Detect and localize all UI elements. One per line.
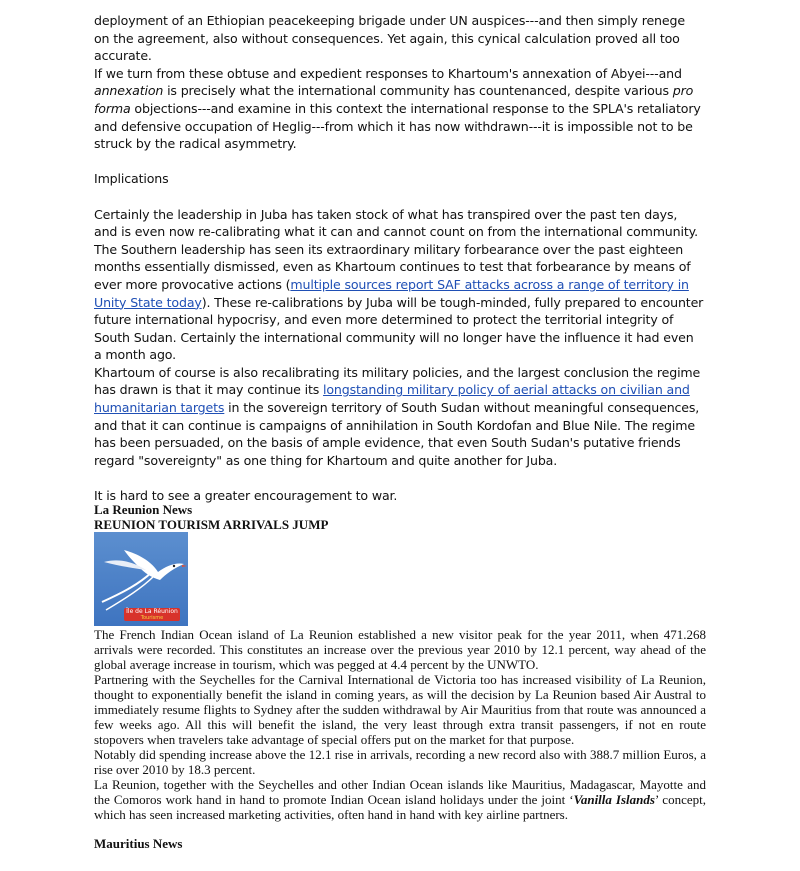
paragraph-deployment: [94, 12, 704, 65]
paragraph-text: deployment of an Ethiopian peacekeeping brigade under UN auspices---and then simply renege on the agreement, also without consequences. Yet again, this cynical calculation proved all too accurate.: [94, 13, 685, 64]
paragraph-spending: Notably did spending increase above the 12.1 rise in arrivals, recording a new record also with 388.7 million Euros, a rise over 2010 by 18.3 percent.: [94, 747, 706, 777]
logo-subtext: Tourisme: [140, 615, 164, 621]
heading-text: Implications: [94, 171, 169, 187]
paragraph-text: Certainly the leadership in Juba has taken stock of what has transpired over the past ten days, and is even now re-calibrating what it can and cannot count on from the international community. The Southern leadership has seen its extraordinary military forbearance over the past eighteen months essentially dismissed, even as Khartoum continues to test that forbearance by means of ever more provocative actions (: [94, 206, 698, 292]
section-title-reunion: La Reunion News: [94, 502, 193, 517]
paragraph-carnival: Partnering with the Seychelles for the Carnival International de Victoria too has increased visibility of La Reunion, thought to exponentially benefit the island in coming years, as will the decision by La Reunion based Air Austral to immediately resume flights to Sydney after the sudden withdrawal by Air Mauritius from that route was announced a few weeks ago. All this will benefit the island, the very least through extra transit passengers, if not en route stopovers when travelers take advantage of special offers put on the market for that purpose.: [94, 672, 706, 747]
reunion-header: [94, 502, 706, 532]
paragraph-annexation: [94, 65, 704, 153]
paragraph-text: objections---and examine in this context the international response to the SPLA's retaliatory and defensive occupation of Heglig---from which it has now withdrawn---it is impossible not to be struck by the radical asymmetry.: [94, 100, 701, 152]
blank-line: [94, 188, 704, 206]
headline-reunion: REUNION TOURISM ARRIVALS JUMP: [94, 517, 329, 532]
link-aerial-attacks[interactable]: longstanding military policy of aerial attacks on civilian and humanitarian targets: [94, 382, 690, 416]
paragraph-text: Khartoum of course is also recalibrating its military policies, and the largest conclusion the regime has drawn is that it may continue its: [94, 364, 701, 398]
mauritius-header: [94, 836, 706, 851]
reunion-tourism-logo: [94, 532, 188, 626]
blank-line: [94, 469, 704, 487]
emphasis-annexation: annexation: [94, 83, 164, 99]
paragraph-text: in the sovereign territory of South Sudan without meaningful consequences, and that it can continue is campaigns of annihilation in South Kordofan and Blue Nile. The regime has been persuaded, on the basis of ample evidence, that even South Sudan's putative friends regard "sovereignty" as one thing for Khartoum and quite another for Juba.: [94, 400, 700, 468]
paragraph-text: It is hard to see a greater encouragement to war.: [94, 488, 398, 504]
paragraph-arrivals: The French Indian Ocean island of La Reunion established a new visitor peak for the year 2011, when 471.268 arrivals were recorded. This constitutes an increase over the previous year 2010 by 12.1 percent, way ahead of the global average increase in tourism, which was pegged at 4.4 percent by the UNWTO.: [94, 627, 706, 672]
paragraph-text: is precisely what the international community has countenanced, despite various: [163, 83, 673, 99]
link-saf-attacks[interactable]: multiple sources report SAF attacks across a range of territory in Unity State today: [94, 276, 689, 310]
paragraph-text: ’ concept, which has seen increased marketing activities, often hand in hand with key airline partners.: [94, 792, 706, 822]
logo-text: Île de La Réunion: [126, 608, 178, 615]
article-body: [94, 12, 704, 505]
paragraph-vanilla-islands: [94, 777, 706, 822]
section-title-mauritius: Mauritius News: [94, 836, 183, 851]
blank-line: [94, 153, 704, 171]
reunion-body: [94, 627, 706, 822]
paragraph-text: La Reunion, together with the Seychelles and other Indian Ocean islands like Mauritius, Madagascar, Mayotte and the Comoros work hand in hand to promote Indian Ocean island holidays under the joint ‘: [94, 777, 706, 807]
paragraph-text: ). These re-calibrations by Juba will be tough-minded, fully prepared to encounter future international hypocrisy, and even more determined to protect the territorial integrity of South Sudan. Certainly the international community will no longer have the influence it had even a month ago.: [94, 294, 704, 363]
logo-badge: [124, 608, 180, 621]
paragraph-text: If we turn from these obtuse and expedient responses to Khartoum's annexation of Abyei---and: [94, 65, 682, 81]
paragraph-khartoum: [94, 364, 704, 470]
emphasis-pro-forma: pro forma: [94, 83, 694, 116]
section-heading-implications: [94, 170, 704, 188]
paragraph-juba: [94, 206, 704, 364]
emphasis-vanilla-islands: Vanilla Islands: [573, 792, 655, 807]
